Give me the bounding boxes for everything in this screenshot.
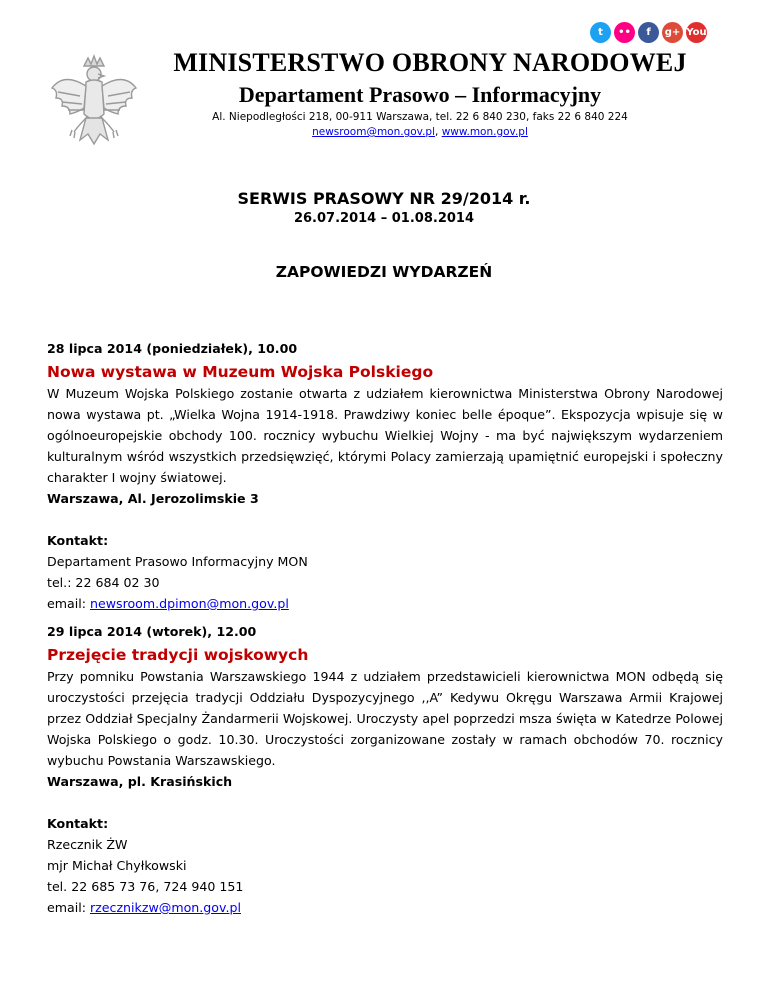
flickr-icon[interactable]: •• xyxy=(614,22,635,43)
contact-email-line xyxy=(47,897,723,918)
youtube-icon[interactable]: You xyxy=(686,22,707,43)
eagle-emblem-icon xyxy=(44,52,144,160)
contact-heading: Kontakt: xyxy=(47,816,109,831)
google-plus-icon[interactable]: g+ xyxy=(662,22,683,43)
social-icons xyxy=(590,22,707,43)
press-service-title: SERWIS PRASOWY NR 29/2014 r. xyxy=(237,189,531,208)
contact-email-link[interactable]: rzecznikzw@mon.gov.pl xyxy=(89,900,241,915)
contact-line: tel. 22 685 73 76, 724 940 151 xyxy=(47,879,244,894)
contact-line: mjr Michał Chyłkowski xyxy=(47,858,187,873)
press-service-dates: 26.07.2014 – 01.08.2014 xyxy=(293,211,475,226)
newsroom-email-link[interactable]: newsroom@mon.gov.pl xyxy=(312,126,435,138)
contact-line: Departament Prasowo Informacyjny MON xyxy=(47,554,308,569)
contact-heading: Kontakt: xyxy=(47,533,109,548)
event-title: Nowa wystawa w Muzeum Wojska Polskiego xyxy=(47,363,434,381)
event-item xyxy=(47,621,723,918)
facebook-icon[interactable]: f xyxy=(638,22,659,43)
ministry-title: MINISTERSTWO OBRONY NARODOWEJ xyxy=(173,48,687,77)
event-title: Przejęcie tradycji wojskowych xyxy=(47,646,309,664)
link-separator: , xyxy=(435,126,442,138)
email-prefix: email: xyxy=(47,900,90,915)
event-location: Warszawa, Al. Jerozolimskie 3 xyxy=(47,491,259,506)
contact-email-link[interactable]: newsroom.dpimon@mon.gov.pl xyxy=(89,596,289,611)
website-link[interactable]: www.mon.gov.pl xyxy=(441,126,528,138)
contact-email-line xyxy=(47,593,723,614)
event-description: W Muzeum Wojska Polskiego zostanie otwarta z udziałem kierownictwa Ministerstwa Obrony Narodowej nowa wystawa pt. „Wielka Wojna 1914-1918. Prawdziwy koniec belle époque”. Ekspozycja wpisuje się w ogólnoeuropejskie obchody 100. rocznicy wybuchu Wielkiej Wojny - ma być największym wydarzeniem kulturalnym wśród wszystkich przedsięwzięć, którymi Polacy zamierzają upamiętnić europejski i społeczny charakter I wojny światowej. xyxy=(47,386,723,485)
event-description: Przy pomniku Powstania Warszawskiego 1944 z udziałem przedstawicieli kierownictwa MON odbędą się uroczystości przejęcia tradycji Oddziału Dyspozycyjnego ,,A” Kedywu Okręgu Warszawa Armii Krajowej przez Oddział Specjalny Żandarmerii Wojskowej. Uroczysty apel poprzedzi msza święta w Katedrze Polowej Wojska Polskiego o godz. 10.30. Uroczystości zorganizowane zostały w ramach obchodów 70. rocznicy wybuchu Powstania Warszawskiego. xyxy=(47,669,723,768)
section-title: ZAPOWIEDZI WYDARZEŃ xyxy=(275,263,493,281)
address-block xyxy=(140,110,700,140)
contact-links xyxy=(140,125,700,140)
twitter-icon[interactable]: t xyxy=(590,22,611,43)
department-title: Departament Prasowo – Informacyjny xyxy=(238,82,602,107)
event-date: 29 lipca 2014 (wtorek), 12.00 xyxy=(47,624,257,639)
event-item xyxy=(47,338,723,614)
address-text: Al. Niepodległości 218, 00-911 Warszawa, tel. 22 6 840 230, faks 22 6 840 224 xyxy=(212,111,628,123)
email-prefix: email: xyxy=(47,596,90,611)
event-date: 28 lipca 2014 (poniedziałek), 10.00 xyxy=(47,341,298,356)
contact-line: Rzecznik ŻW xyxy=(47,837,128,852)
contact-line: tel.: 22 684 02 30 xyxy=(47,575,160,590)
event-location: Warszawa, pl. Krasińskich xyxy=(47,774,233,789)
